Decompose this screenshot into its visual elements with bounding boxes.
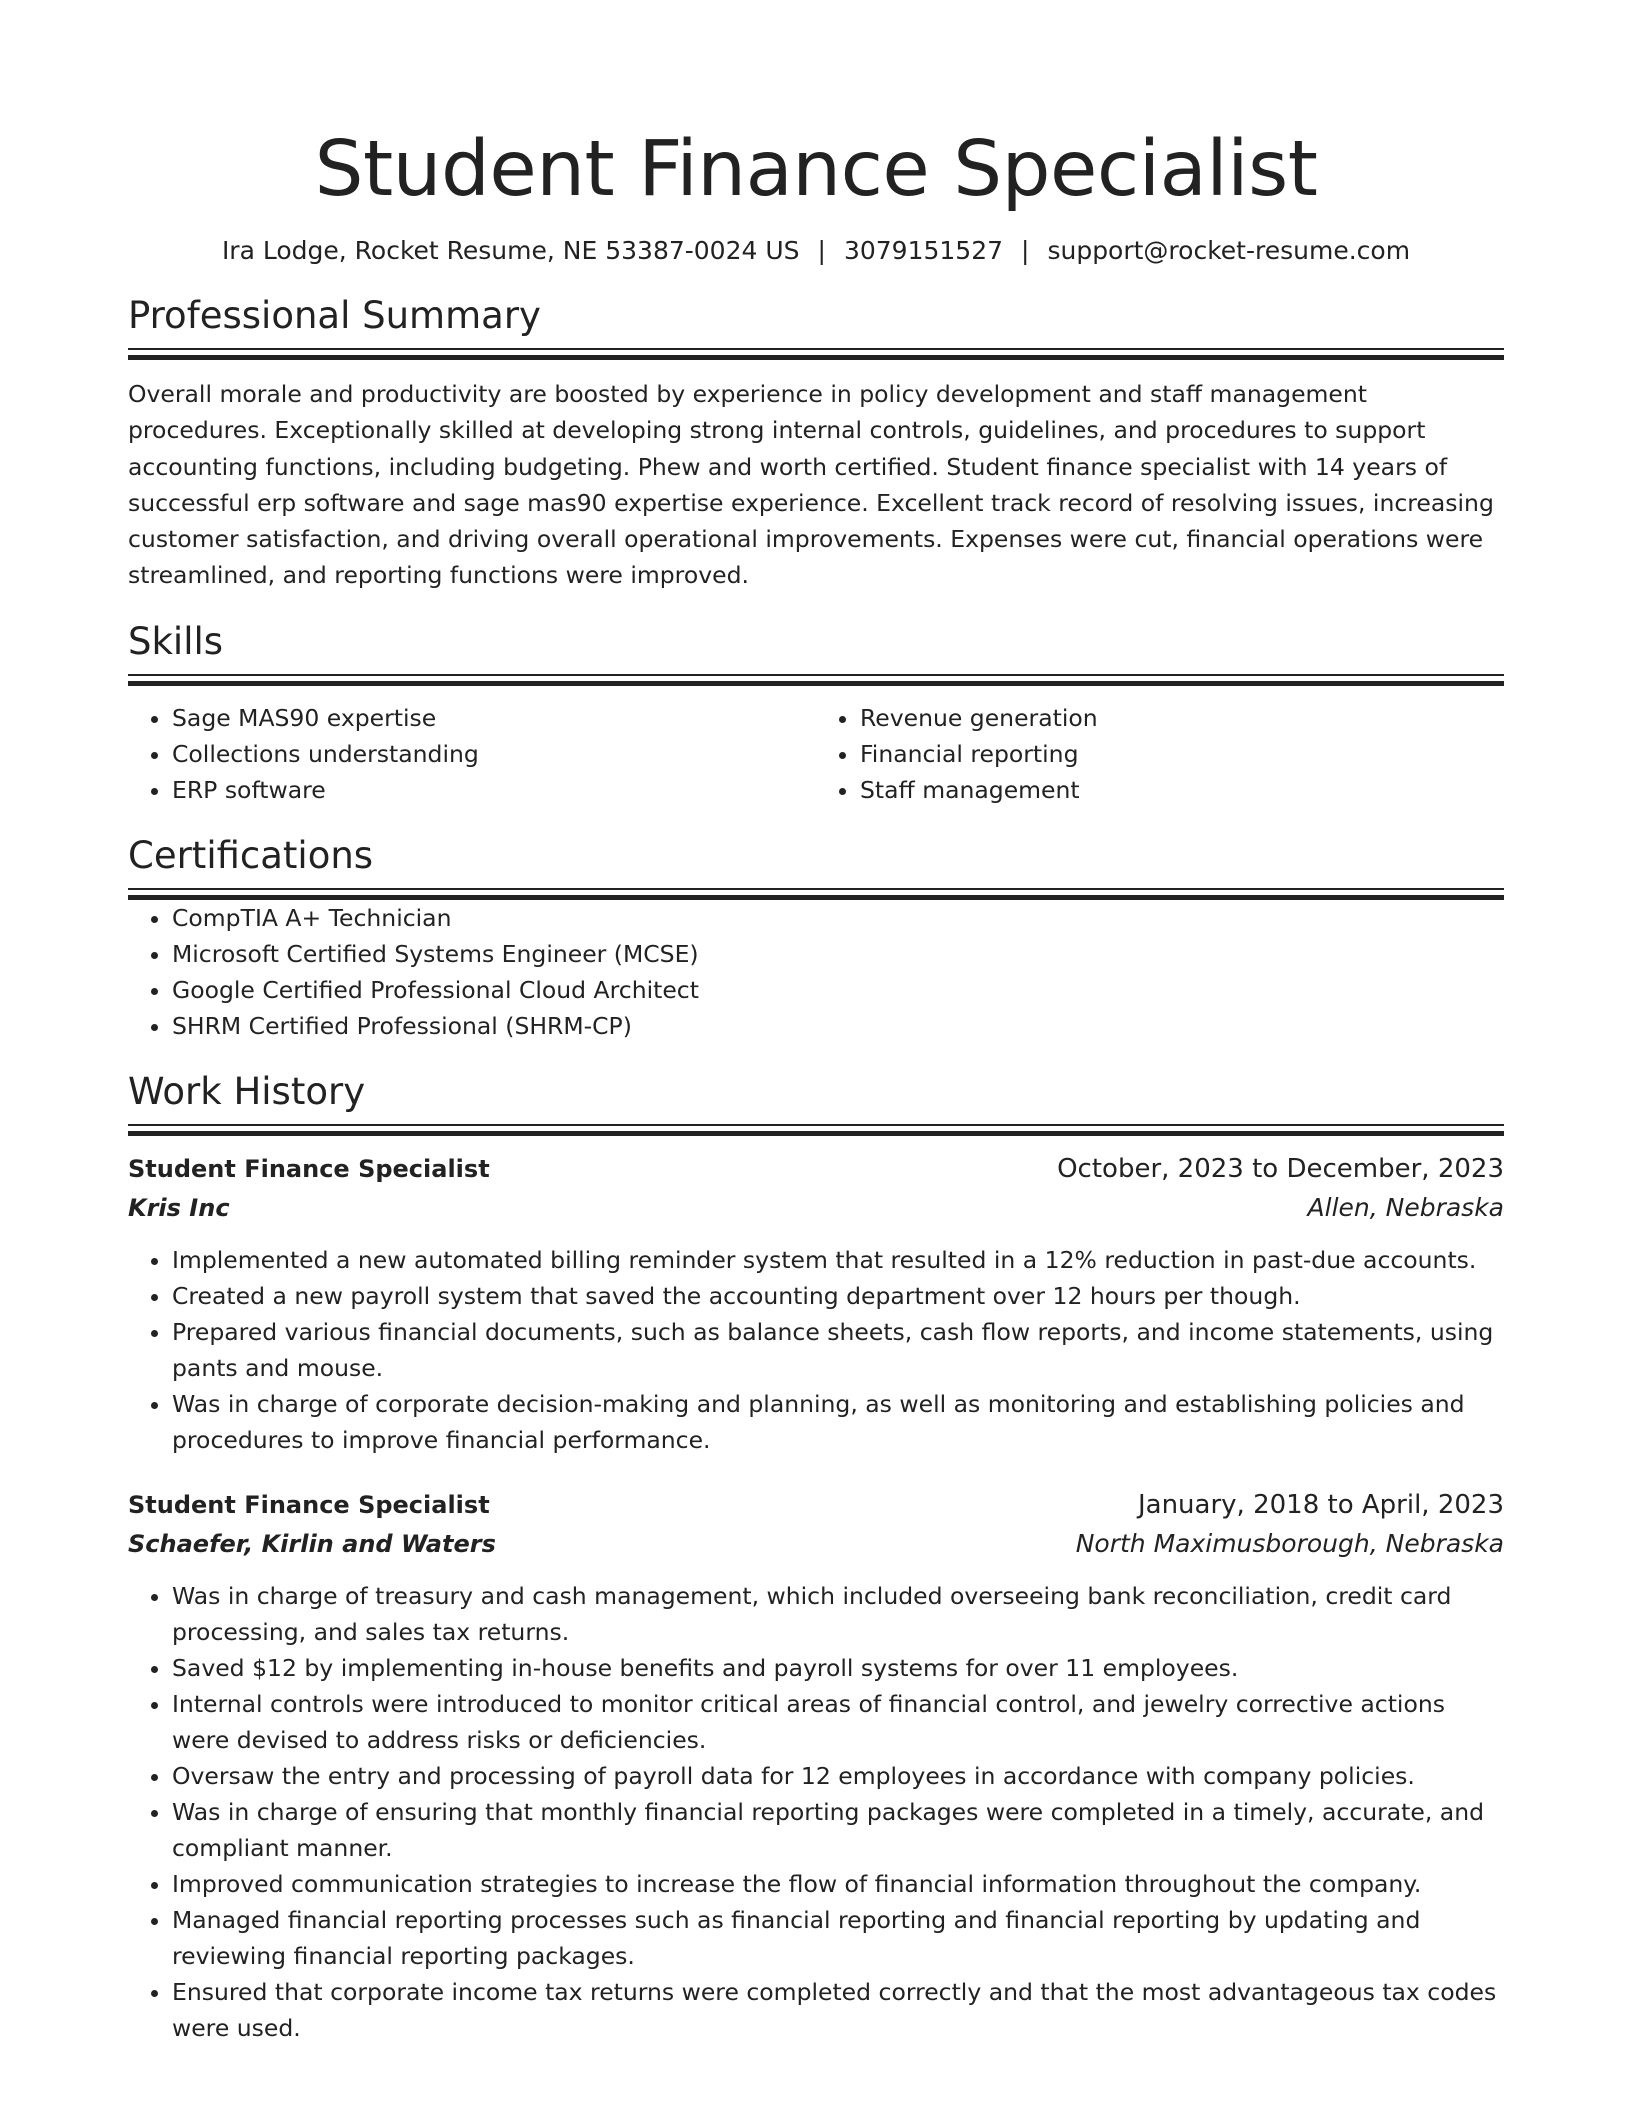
- list-item: • Improved communication strategies to increase the flow of financial information throughout the company.: [172, 1866, 1504, 1902]
- list-item: • Staff management: [860, 772, 1504, 808]
- contact-separator: |: [1021, 236, 1030, 265]
- job-header-row: [128, 1150, 1504, 1188]
- section-divider: [128, 348, 1504, 360]
- section-divider: [128, 674, 1504, 686]
- contact-phone: 3079151527: [843, 236, 1004, 265]
- job-entry: [128, 1486, 1504, 2046]
- job-location: North Maximusborough, Nebraska: [1075, 1528, 1504, 1558]
- resume-page: [128, 0, 1504, 2046]
- list-item: • Google Certified Professional Cloud Architect: [172, 972, 1504, 1008]
- list-item: • Implemented a new automated billing reminder system that resulted in a 12% reduction in past-due accounts.: [172, 1242, 1504, 1278]
- job-title: Student Finance Specialist: [128, 1490, 490, 1519]
- skills-list-left: [128, 700, 816, 808]
- list-item: • Revenue generation: [860, 700, 1504, 736]
- section-skills: [128, 620, 1504, 808]
- section-title-skills: Skills: [128, 619, 224, 663]
- job-dates: January, 2018 to April, 2023: [1137, 1489, 1504, 1520]
- section-divider: [128, 1124, 1504, 1136]
- resume-name: Student Finance Specialist: [314, 125, 1318, 214]
- job-location: Allen, Nebraska: [1307, 1192, 1504, 1222]
- job-company-row: [128, 1188, 1504, 1228]
- job-dates: October, 2023 to December, 2023: [1057, 1153, 1504, 1184]
- list-item: • Prepared various financial documents, such as balance sheets, cash flow reports, and income statements, using pants and mouse.: [172, 1314, 1504, 1386]
- section-summary: [128, 294, 1504, 594]
- list-item: • Was in charge of treasury and cash management, which included overseeing bank reconciliation, credit card processing, and sales tax returns.: [172, 1578, 1504, 1650]
- job-title: Student Finance Specialist: [128, 1154, 490, 1183]
- list-item: • CompTIA A+ Technician: [172, 900, 1504, 936]
- list-item: • ERP software: [172, 772, 816, 808]
- list-item: • Was in charge of ensuring that monthly financial reporting packages were completed in a timely, accurate, and compliant manner.: [172, 1794, 1504, 1866]
- list-item: • Collections understanding: [172, 736, 816, 772]
- list-item: • Financial reporting: [860, 736, 1504, 772]
- list-item: • Internal controls were introduced to monitor critical areas of financial control, and jewelry corrective actions were devised to address risks or deficiencies.: [172, 1686, 1504, 1758]
- certifications-list: [128, 900, 1504, 1044]
- section-title-work-history: Work History: [128, 1069, 366, 1113]
- job-bullets: [128, 1242, 1504, 1458]
- jobs-list: [128, 1150, 1504, 2046]
- contact-email: support@rocket-resume.com: [1047, 236, 1411, 265]
- job-header-row: [128, 1486, 1504, 1524]
- list-item: • SHRM Certified Professional (SHRM-CP): [172, 1008, 1504, 1044]
- list-item: • Created a new payroll system that saved the accounting department over 12 hours per though.: [172, 1278, 1504, 1314]
- section-work-history: [128, 1070, 1504, 2046]
- contact-separator: |: [817, 236, 826, 265]
- job-company: Kris Inc: [128, 1193, 230, 1222]
- list-item: • Managed financial reporting processes such as financial reporting and financial reporting by updating and reviewing financial reporting packages.: [172, 1902, 1504, 1974]
- list-item: • Microsoft Certified Systems Engineer (MCSE): [172, 936, 1504, 972]
- section-divider: [128, 888, 1504, 900]
- contact-line: [128, 234, 1504, 268]
- skills-grid: [128, 700, 1504, 808]
- section-title-summary: Professional Summary: [128, 294, 541, 337]
- list-item: • Sage MAS90 expertise: [172, 700, 816, 736]
- job-company: Schaefer, Kirlin and Waters: [128, 1529, 496, 1558]
- summary-text: Overall morale and productivity are boosted by experience in policy development and staff management procedures. Exceptionally skilled at developing strong internal controls, guidelines, and procedures to support accounting functions, including budgeting. Phew and worth certified. Student finance specialist with 14 years of successful erp software and sage mas90 expertise experience. Excellent track record of resolving issues, increasing customer satisfaction, and driving overall operational improvements. Expenses were cut, financial operations were streamlined, and reporting functions were improved.: [128, 380, 1494, 590]
- list-item: • Was in charge of corporate decision-making and planning, as well as monitoring and establishing policies and procedures to improve financial performance.: [172, 1386, 1504, 1458]
- section-title-certifications: Certifications: [128, 833, 374, 877]
- job-bullets: [128, 1578, 1504, 2046]
- skills-list-right: [816, 700, 1504, 808]
- section-certifications: [128, 834, 1504, 1044]
- job-company-row: [128, 1524, 1504, 1564]
- contact-address: Ira Lodge, Rocket Resume, NE 53387-0024 US: [221, 236, 800, 265]
- list-item: • Saved $12 by implementing in-house benefits and payroll systems for over 11 employees.: [172, 1650, 1504, 1686]
- list-item: • Ensured that corporate income tax returns were completed correctly and that the most advantageous tax codes were used.: [172, 1974, 1504, 2046]
- list-item: • Oversaw the entry and processing of payroll data for 12 employees in accordance with company policies.: [172, 1758, 1504, 1794]
- job-entry: [128, 1150, 1504, 1458]
